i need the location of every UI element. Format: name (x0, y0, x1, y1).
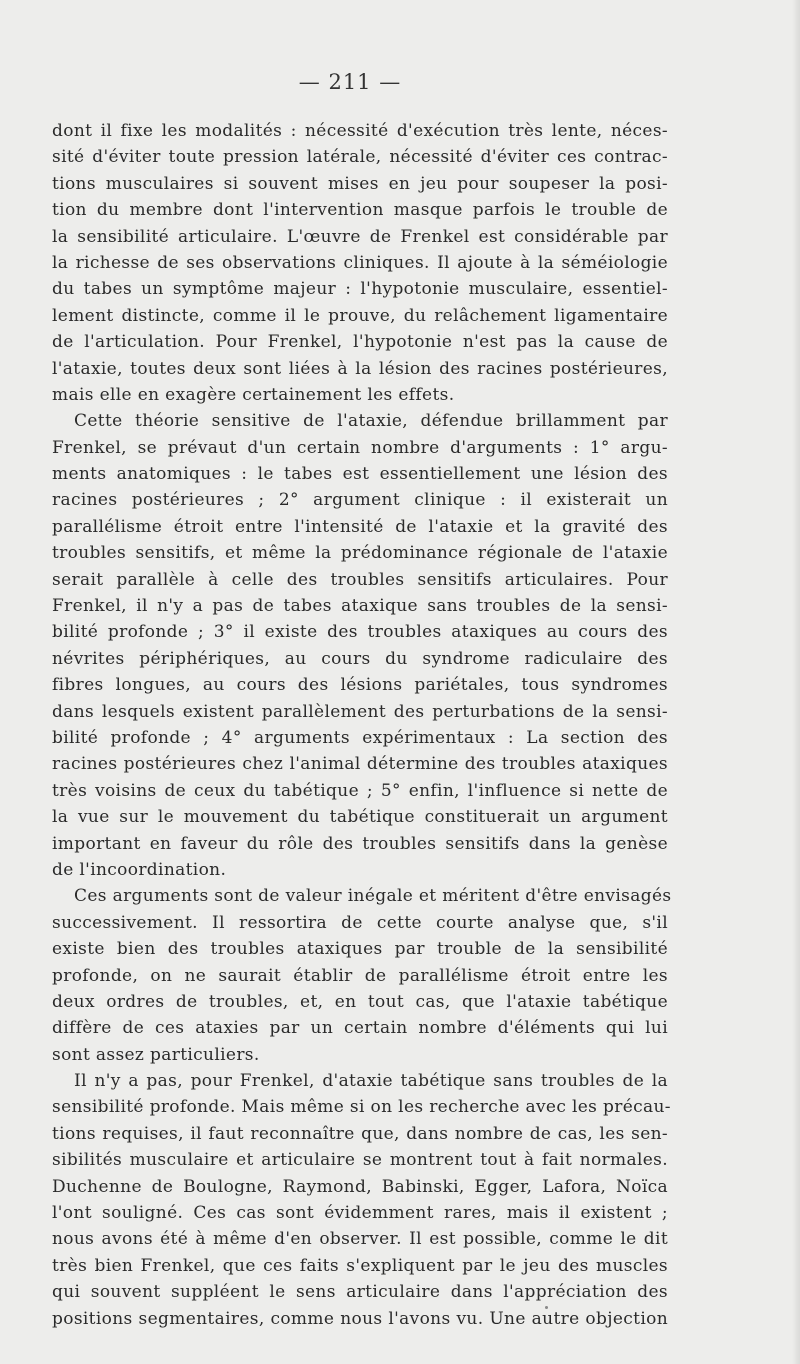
text-line: existe bien des troubles ataxiques par trouble de la sensibilité (52, 939, 668, 960)
paragraph-4 (52, 1068, 671, 1332)
text-line: lement distincte, comme il le prouve, du relâchement ligamentaire (52, 305, 668, 326)
text-line: névrites périphériques, au cours du syndrome radiculaire des (52, 648, 668, 669)
text-line: successivement. Il ressortira de cette courte analyse que, s'il (52, 912, 668, 933)
text-line: serait parallèle à celle des troubles sensitifs articulaires. Pour (52, 569, 668, 590)
text-line: positions segmentaires, comme nous l'avons vu. Une autre objection (52, 1308, 668, 1329)
text-line: très voisins de ceux du tabétique ; 5° enfin, l'influence si nette de (52, 780, 668, 801)
text-line: sont assez particuliers. (52, 1044, 260, 1065)
text-line: Il n'y a pas, pour Frenkel, d'ataxie tabétique sans troubles de la (74, 1071, 668, 1092)
text-line: tion du membre dont l'intervention masque parfois le trouble de (52, 200, 668, 221)
text-line: la vue sur le mouvement du tabétique constituerait un argument (52, 807, 668, 828)
text-line: Duchenne de Boulogne, Raymond, Babinski, Egger, Lafora, Noïca (52, 1176, 668, 1197)
text-line: l'ataxie, toutes deux sont liées à la lésion des racines postérieures, (52, 358, 668, 379)
text-line: bilité profonde ; 3° il existe des troubles ataxiques au cours des (52, 622, 668, 643)
text-line: Ces arguments sont de valeur inégale et méritent d'être envisagés (74, 886, 672, 907)
text-line: du tabes un symptôme majeur : l'hypotonie musculaire, essentiel- (52, 279, 668, 300)
text-line: Frenkel, il n'y a pas de tabes ataxique sans troubles de la sensi- (52, 596, 668, 617)
text-line: très bien Frenkel, que ces faits s'expliquent par le jeu des muscles (52, 1255, 668, 1276)
text-line: qui souvent suppléent le sens articulaire dans l'appréciation des (52, 1282, 668, 1303)
text-line: fibres longues, au cours des lésions pariétales, tous syndromes (52, 675, 668, 696)
text-line: de l'articulation. Pour Frenkel, l'hypotonie n'est pas la cause de (52, 332, 668, 353)
text-line: Cette théorie sensitive de l'ataxie, défendue brillamment par (74, 411, 668, 432)
text-line: dont il fixe les modalités : nécessité d'exécution très lente, néces- (52, 121, 668, 141)
paragraph-1 (52, 118, 668, 408)
text-line: deux ordres de troubles, et, en tout cas, que l'ataxie tabétique (52, 991, 668, 1012)
text-line: l'ont souligné. Ces cas sont évidemment rares, mais il existent ; (52, 1203, 668, 1224)
page-number: — 211 — (298, 70, 402, 94)
text-line: ments anatomiques : le tabes est essentiellement une lésion des (52, 464, 668, 485)
text-line: sibilités musculaire et articulaire se montrent tout à fait normales. (52, 1150, 668, 1171)
paper-speck (545, 1306, 548, 1309)
text-line: tions musculaires si souvent mises en jeu pour soupeser la posi- (52, 173, 668, 194)
paragraph-3 (52, 883, 672, 1068)
text-line: sité d'éviter toute pression latérale, nécessité d'éviter ces contrac- (52, 147, 668, 168)
body-text (52, 118, 672, 1332)
text-line: racines postérieures chez l'animal détermine des troubles ataxiques (52, 754, 668, 775)
text-line: sensibilité profonde. Mais même si on les recherche avec les précau- (52, 1097, 671, 1118)
page-edge-shadow (792, 0, 800, 1364)
text-line: important en faveur du rôle des troubles sensitifs dans la genèse (52, 833, 668, 854)
text-line: profonde, on ne saurait établir de parallélisme étroit entre les (52, 965, 668, 986)
text-line: la sensibilité articulaire. L'œuvre de Frenkel est considérable par (52, 226, 668, 247)
text-line: parallélisme étroit entre l'intensité de l'ataxie et la gravité des (52, 516, 668, 537)
text-line: racines postérieures ; 2° argument clinique : il existerait un (52, 490, 668, 511)
text-line: bilité profonde ; 4° arguments expérimentaux : La section des (52, 727, 668, 748)
text-line: troubles sensitifs, et même la prédominance régionale de l'ataxie (52, 543, 668, 564)
text-line: la richesse de ses observations cliniques. Il ajoute à la séméiologie (52, 252, 668, 273)
paragraph-2 (52, 408, 668, 883)
text-line: tions requises, il faut reconnaître que, dans nombre de cas, les sen- (52, 1123, 668, 1144)
text-line: diffère de ces ataxies par un certain nombre d'éléments qui lui (52, 1018, 668, 1039)
text-line: nous avons été à même d'en observer. Il est possible, comme le dit (52, 1229, 668, 1250)
text-line: mais elle en exagère certainement les effets. (52, 384, 455, 405)
text-line: Frenkel, se prévaut d'un certain nombre d'arguments : 1° argu- (52, 437, 668, 458)
text-line: dans lesquels existent parallèlement des perturbations de la sensi- (52, 701, 668, 722)
text-line: de l'incoordination. (52, 859, 227, 880)
